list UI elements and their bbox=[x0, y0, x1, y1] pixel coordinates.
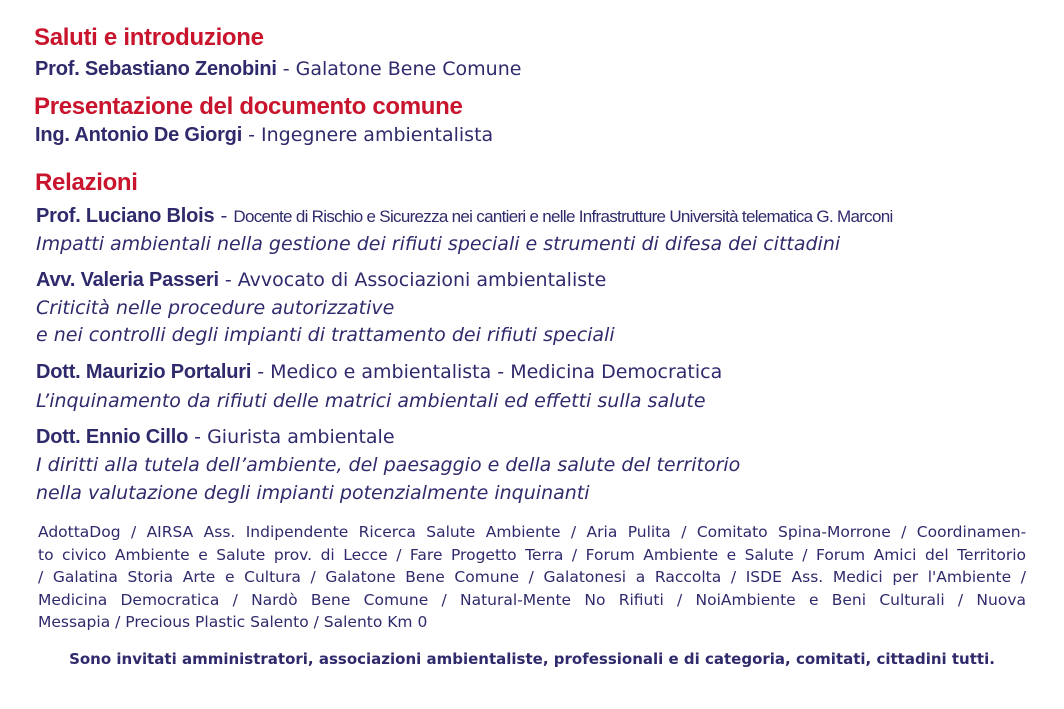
welcome-speaker bbox=[35, 58, 521, 81]
speaker-role: Ingegnere ambientalista bbox=[261, 124, 494, 146]
separator: - bbox=[242, 124, 261, 146]
talk-title: L’inquinamento da rifiuti delle matrici ambientali ed effetti sulla salute bbox=[36, 390, 706, 412]
speaker-passeri bbox=[36, 269, 606, 292]
speaker-name: Avv. Valeria Passeri bbox=[36, 269, 219, 291]
associations-line: Messapia / Precious Plastic Salento / Salento Km 0 bbox=[38, 613, 428, 631]
presentation-heading: Presentazione del documento comune bbox=[34, 93, 463, 120]
speaker-name: Ing. Antonio De Giorgi bbox=[35, 124, 243, 146]
speaker-role: Medico e ambientalista - Medicina Democratica bbox=[270, 361, 723, 383]
speaker-name: Dott. Ennio Cillo bbox=[36, 426, 189, 448]
presentation-speaker bbox=[35, 124, 493, 147]
separator: - bbox=[276, 58, 296, 80]
separator: - bbox=[251, 361, 271, 383]
speaker-role: Docente di Rischio e Sicurezza nei cantieri e nelle Infrastrutture Università telematica G. Marconi bbox=[233, 207, 893, 226]
speaker-role: Giurista ambientale bbox=[207, 426, 395, 448]
speaker-role: Avvocato di Associazioni ambientaliste bbox=[237, 269, 607, 291]
speaker-role: Galatone Bene Comune bbox=[295, 58, 522, 80]
reports-heading: Relazioni bbox=[35, 169, 138, 196]
speaker-name: Prof. Luciano Blois bbox=[36, 205, 215, 227]
speaker-portaluri bbox=[36, 361, 722, 384]
speaker-name: Prof. Sebastiano Zenobini bbox=[35, 58, 277, 80]
associations-line: to civico Ambiente e Salute prov. di Lecce / Fare Progetto Terra / Forum Ambiente e Salute / Forum Amici del Territorio bbox=[38, 545, 1026, 564]
associations-line: Medicina Democratica / Nardò Bene Comune / Natural-Mente No Rifiuti / NoiAmbiente e Beni Culturali / Nuova bbox=[38, 590, 1026, 609]
separator: - bbox=[218, 269, 238, 291]
invitation-footer: Sono invitati amministratori, associazioni ambientaliste, professionali e di categoria, comitati, cittadini tutti. bbox=[69, 650, 995, 668]
speaker-blois bbox=[36, 205, 893, 228]
associations-list bbox=[38, 521, 1026, 634]
talk-title: Impatti ambientali nella gestione dei rifiuti speciali e strumenti di difesa dei cittadini bbox=[36, 233, 841, 255]
talk-title: e nei controlli degli impianti di trattamento dei rifiuti speciali bbox=[36, 324, 615, 346]
talk-title: nella valutazione degli impianti potenzialmente inquinanti bbox=[36, 482, 590, 504]
separator: - bbox=[214, 205, 234, 227]
associations-line: AdottaDog / AIRSA Ass. Indipendente Ricerca Salute Ambiente / Aria Pulita / Comitato Spina-Morrone / Coordinamen- bbox=[38, 523, 1027, 541]
associations-line: / Galatina Storia Arte e Cultura / Galatone Bene Comune / Galatonesi a Raccolta / ISDE Ass. Medici per l'Ambiente / bbox=[38, 568, 1026, 586]
welcome-heading: Saluti e introduzione bbox=[34, 24, 264, 51]
speaker-cillo bbox=[36, 426, 395, 449]
talk-title: Criticità nelle procedure autorizzative bbox=[36, 297, 395, 319]
speaker-name: Dott. Maurizio Portaluri bbox=[36, 361, 252, 383]
talk-title: I diritti alla tutela dell’ambiente, del paesaggio e della salute del territorio bbox=[36, 454, 741, 476]
separator: - bbox=[188, 426, 208, 448]
